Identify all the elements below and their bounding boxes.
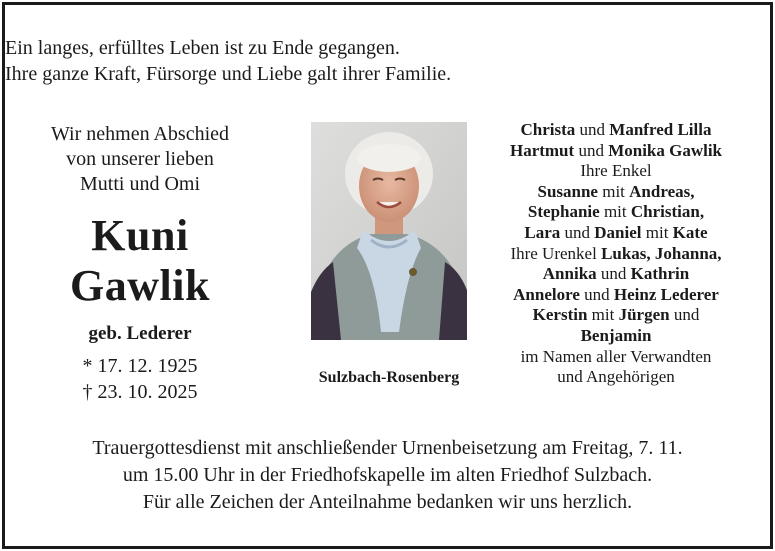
portrait-illustration [311, 122, 467, 340]
death-date: † 23. 10. 2025 [82, 381, 198, 403]
mourner-line [481, 141, 751, 162]
birth-date: * 17. 12. 1925 [82, 355, 198, 377]
portrait-photo [311, 122, 467, 340]
mourner-line [481, 120, 751, 141]
mourner-name: Kerstin [532, 305, 588, 325]
intro-line: von unserer lieben [66, 148, 214, 170]
service-info [5, 435, 770, 516]
mourner-name: Monika Gawlik [608, 140, 723, 160]
mourner-name: Manfred Lilla [609, 120, 712, 139]
mourner-text: im Namen aller Verwandten [520, 346, 712, 366]
mourner-text: mit [597, 181, 630, 201]
mourner-line [481, 367, 751, 388]
mourner-text: Ihre Urenkel [510, 243, 602, 263]
mourner-name: Lukas, Johanna, [601, 243, 722, 263]
mourner-name: Stephanie [527, 202, 600, 222]
mourner-text: und [574, 140, 609, 160]
mourner-name: Kathrin [630, 264, 690, 284]
mourner-text: und Angehörigen [557, 367, 675, 387]
mourner-name: Lara [524, 222, 561, 242]
mourner-name: Susanne [537, 181, 598, 201]
mourner-name: Kate [672, 222, 708, 242]
mourner-name: Benjamin [580, 325, 652, 345]
mourner-text: Ihre Enkel [580, 161, 652, 181]
verse-line: Ein langes, erfülltes Leben ist zu Ende gegangen. [5, 37, 400, 59]
mourner-text: mit [641, 222, 673, 242]
service-line: um 15.00 Uhr in der Friedhofskapelle im alten Friedhof Sulzbach. [122, 464, 653, 486]
life-dates [35, 353, 245, 405]
mourner-text: und [560, 222, 595, 242]
deceased-block [35, 122, 245, 405]
mourner-name: Daniel [594, 222, 642, 242]
mourner-line [481, 305, 751, 326]
mourner-name: Annika [542, 264, 597, 284]
mourner-text: mit [587, 305, 619, 325]
deceased-name [35, 211, 245, 311]
intro-text [35, 122, 245, 197]
mourner-text: und [579, 284, 614, 304]
mourner-line [481, 182, 751, 203]
mourner-name: Christian, [630, 202, 705, 222]
mourner-text: und [596, 264, 631, 284]
first-name: Kuni [91, 211, 189, 260]
mourner-line [481, 285, 751, 306]
mourner-name: Christa [520, 120, 576, 139]
place-name: Sulzbach-Rosenberg [318, 369, 460, 386]
verse [5, 35, 770, 87]
mourner-line [481, 244, 751, 265]
mourner-line [481, 264, 751, 285]
intro-line: Wir nehmen Abschied [50, 123, 230, 145]
mourner-line [481, 223, 751, 244]
mourner-name: Hartmut [509, 140, 575, 160]
service-line: Für alle Zeichen der Anteilnahme bedanken wir uns herzlich. [142, 491, 633, 513]
service-line: Trauergottesdienst mit anschließender Urnenbeisetzung am Freitag, 7. 11. [92, 437, 683, 459]
last-name: Gawlik [70, 261, 210, 310]
mourner-name: Andreas, [629, 181, 695, 201]
mourner-name: Annelore [513, 284, 580, 304]
maiden-name: geb. Lederer [88, 323, 192, 344]
mourner-text: und [669, 305, 700, 325]
mourners-list [481, 120, 751, 388]
mourner-name: Heinz Lederer [613, 284, 719, 304]
mourner-text: mit [599, 202, 631, 222]
mourner-name: Jürgen [618, 305, 670, 325]
mourner-line [481, 161, 751, 182]
mourner-line [481, 347, 751, 368]
intro-line: Mutti und Omi [79, 173, 200, 195]
mourner-line [481, 326, 751, 347]
mourner-line [481, 202, 751, 223]
verse-line: Ihre ganze Kraft, Fürsorge und Liebe galt ihrer Familie. [5, 63, 452, 85]
obituary-frame [2, 2, 773, 549]
mourner-text: und [575, 120, 610, 139]
